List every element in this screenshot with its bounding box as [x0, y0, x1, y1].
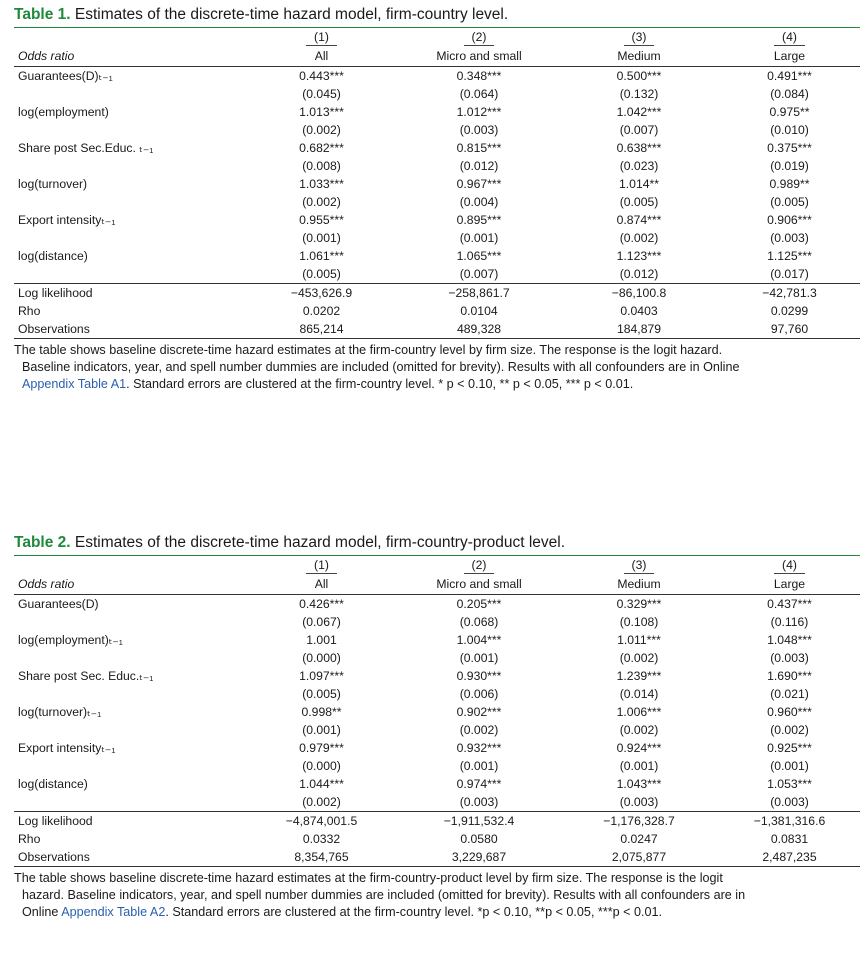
cell-value: 0.638*** — [616, 141, 662, 155]
row-label: Log likelihood — [14, 812, 244, 831]
cell-value: (0.003) — [770, 651, 809, 665]
cell-value: (0.002) — [619, 231, 659, 245]
cell-value: (0.023) — [619, 159, 659, 173]
cell-value: (0.084) — [770, 87, 809, 101]
table-row — [14, 830, 860, 848]
row-label — [14, 193, 244, 211]
cell-value: (0.001) — [459, 231, 499, 245]
cell-value: (0.007) — [619, 123, 659, 137]
row-label — [14, 229, 244, 247]
cell-value: (0.021) — [770, 687, 809, 701]
row-label — [14, 793, 244, 812]
row-label: log(distance) — [18, 777, 88, 791]
row-label — [14, 85, 244, 103]
cell-value: −86,100.8 — [559, 284, 719, 303]
table-2-appendix-link[interactable]: Appendix Table A2 — [61, 905, 166, 919]
cell-value: (0.012) — [459, 159, 499, 173]
table-row-std-error — [14, 685, 860, 703]
table-1-col-number: (2) — [399, 28, 559, 46]
table-2-caption — [14, 532, 860, 554]
cell-value: (0.064) — [459, 87, 499, 101]
row-label: Export intensityₜ₋₁ — [18, 741, 116, 755]
cell-value: 0.0831 — [770, 832, 809, 846]
cell-value: 865,214 — [244, 320, 399, 339]
cell-value: 0.205*** — [456, 597, 502, 611]
cell-value: 0.0202 — [302, 304, 341, 318]
cell-value: 0.967*** — [456, 177, 502, 191]
table-row — [14, 67, 860, 86]
table-row — [14, 103, 860, 121]
cell-value: (0.003) — [459, 795, 499, 809]
cell-value: (0.002) — [302, 123, 341, 137]
table-1-col-name: Micro and small — [399, 46, 559, 67]
table-2-col-number: (3) — [559, 556, 719, 574]
cell-value: 0.932*** — [456, 741, 502, 755]
table-row — [14, 703, 860, 721]
cell-value: 0.974*** — [456, 777, 502, 791]
table-1-col-name-row — [14, 46, 860, 67]
table-1-grid — [14, 28, 860, 339]
row-label: log(distance) — [18, 249, 88, 263]
cell-value: (0.001) — [459, 651, 499, 665]
cell-value: 1.014** — [619, 177, 659, 191]
table-row — [14, 739, 860, 757]
table-2-col-number: (2) — [399, 556, 559, 574]
table-row — [14, 848, 860, 867]
cell-value: 0.0104 — [460, 304, 498, 318]
cell-value: 0.426*** — [299, 597, 344, 611]
cell-value: (0.001) — [619, 759, 659, 773]
cell-value: (0.002) — [302, 795, 341, 809]
cell-value: 0.925*** — [767, 741, 812, 755]
cell-value: (0.002) — [770, 723, 809, 737]
row-label — [14, 757, 244, 775]
cell-value: (0.006) — [459, 687, 499, 701]
table-2-col-name: Large — [719, 574, 860, 595]
cell-value: (0.132) — [619, 87, 659, 101]
table-2 — [14, 532, 860, 921]
row-label: log(turnover)ₜ₋₁ — [18, 705, 102, 719]
cell-value: 1.013*** — [299, 105, 344, 119]
cell-value: −1,176,328.7 — [559, 812, 719, 831]
cell-value: 1.048*** — [767, 633, 812, 647]
cell-value: (0.067) — [302, 615, 341, 629]
row-label: Guarantees(D)ₜ₋₁ — [18, 69, 113, 83]
table-row — [14, 320, 860, 339]
cell-value: 1.125*** — [767, 249, 812, 263]
cell-value: (0.005) — [770, 195, 809, 209]
cell-value: 0.989** — [769, 177, 810, 191]
table-2-col-number-row — [14, 556, 860, 574]
cell-value: (0.045) — [302, 87, 341, 101]
cell-value: 1.043*** — [616, 777, 662, 791]
cell-value: −453,626.9 — [244, 284, 399, 303]
cell-value: 0.0247 — [620, 832, 658, 846]
cell-value: 0.924*** — [616, 741, 662, 755]
cell-value: (0.003) — [770, 795, 809, 809]
table-1-col-name: Large — [719, 46, 860, 67]
cell-value: (0.003) — [459, 123, 499, 137]
table-row-std-error — [14, 193, 860, 211]
table-2-note-line: The table shows baseline discrete-time hazard estimates at the firm-country-product level by firm size. The response is the logit — [14, 871, 723, 885]
table-1-col-name: All — [244, 46, 399, 67]
row-label — [14, 685, 244, 703]
table-2-col-name: All — [244, 574, 399, 595]
table-1-note-line: The table shows baseline discrete-time hazard estimates at the firm-country level by firm size. The response is the logit hazard. — [14, 343, 723, 357]
cell-value: 1.097*** — [299, 669, 344, 683]
row-label: log(employment) — [18, 105, 109, 119]
cell-value: 1.123*** — [616, 249, 662, 263]
cell-value: 0.0299 — [770, 304, 809, 318]
cell-value: −258,861.7 — [399, 284, 559, 303]
cell-value: 0.0403 — [620, 304, 658, 318]
cell-value: 97,760 — [719, 320, 860, 339]
cell-value: 3,229,687 — [399, 848, 559, 867]
table-1-col-number-row — [14, 28, 860, 46]
table-row — [14, 595, 860, 614]
table-1 — [14, 4, 860, 393]
cell-value: −42,781.3 — [719, 284, 860, 303]
table-row-std-error — [14, 265, 860, 284]
cell-value: 1.004*** — [456, 633, 502, 647]
cell-value: 0.329*** — [616, 597, 662, 611]
table-row-std-error — [14, 121, 860, 139]
cell-value: (0.005) — [302, 687, 341, 701]
cell-value: 0.902*** — [456, 705, 502, 719]
cell-value: 1.239*** — [616, 669, 662, 683]
cell-value: (0.108) — [619, 615, 659, 629]
cell-value: (0.005) — [302, 267, 341, 281]
table-1-appendix-link[interactable]: Appendix Table A1 — [22, 377, 127, 391]
cell-value: (0.014) — [619, 687, 659, 701]
cell-value: (0.003) — [619, 795, 659, 809]
cell-value: (0.001) — [302, 723, 341, 737]
table-1-note — [14, 342, 860, 393]
cell-value: 184,879 — [559, 320, 719, 339]
cell-value: (0.007) — [459, 267, 499, 281]
cell-value: 0.975** — [769, 105, 810, 119]
cell-value: (0.003) — [770, 231, 809, 245]
cell-value: 1.033*** — [299, 177, 344, 191]
cell-value: 0.895*** — [456, 213, 502, 227]
cell-value: (0.005) — [619, 195, 659, 209]
cell-value: (0.010) — [770, 123, 809, 137]
row-label — [14, 121, 244, 139]
cell-value: 1.053*** — [767, 777, 812, 791]
table-1-caption-label: Table 1. — [14, 6, 71, 23]
cell-value: (0.002) — [302, 195, 341, 209]
table-row-std-error — [14, 793, 860, 812]
cell-value: 1.001 — [306, 633, 337, 647]
cell-value: 0.998** — [301, 705, 342, 719]
table-row — [14, 631, 860, 649]
table-2-col-name-row — [14, 574, 860, 595]
row-label: Log likelihood — [14, 284, 244, 303]
cell-value: 2,487,235 — [719, 848, 860, 867]
table-2-note — [14, 870, 860, 921]
table-2-col-name: Medium — [559, 574, 719, 595]
table-row-std-error — [14, 613, 860, 631]
cell-value: (0.002) — [619, 723, 659, 737]
row-label: Share post Sec.Educ. ₜ₋₁ — [18, 141, 154, 155]
table-1-col-name: Medium — [559, 46, 719, 67]
cell-value: −4,874,001.5 — [244, 812, 399, 831]
cell-value: 0.955*** — [299, 213, 344, 227]
row-label: Share post Sec. Educ.ₜ₋₁ — [18, 669, 154, 683]
row-label: Export intensityₜ₋₁ — [18, 213, 116, 227]
row-label — [14, 613, 244, 631]
table-row — [14, 175, 860, 193]
cell-value: (0.000) — [302, 759, 341, 773]
table-row-std-error — [14, 229, 860, 247]
cell-value: 1.006*** — [616, 705, 662, 719]
cell-value: (0.000) — [302, 651, 341, 665]
cell-value: 0.491*** — [767, 69, 812, 83]
row-label: Guarantees(D) — [18, 597, 99, 611]
cell-value: 0.874*** — [616, 213, 662, 227]
table-row-std-error — [14, 757, 860, 775]
row-label — [14, 265, 244, 284]
table-row-std-error — [14, 649, 860, 667]
table-row — [14, 211, 860, 229]
cell-value: 0.0580 — [460, 832, 498, 846]
row-label: Observations — [14, 320, 244, 339]
row-label: log(turnover) — [18, 177, 88, 191]
table-1-note-line: Baseline indicators, year, and spell number dummies are included (omitted for brevity). Results with all confounders are in Online — [22, 360, 740, 374]
cell-value: 0.500*** — [616, 69, 662, 83]
table-row — [14, 247, 860, 265]
cell-value: 1.061*** — [299, 249, 344, 263]
cell-value: 0.437*** — [767, 597, 812, 611]
cell-value: 489,328 — [399, 320, 559, 339]
cell-value: 1.065*** — [456, 249, 502, 263]
table-1-col-number: (4) — [719, 28, 860, 46]
table-row — [14, 139, 860, 157]
cell-value: 2,075,877 — [559, 848, 719, 867]
table-2-body — [14, 595, 860, 867]
cell-value: 0.930*** — [456, 669, 502, 683]
cell-value: 0.960*** — [767, 705, 812, 719]
table-row — [14, 775, 860, 793]
cell-value: 1.042*** — [616, 105, 662, 119]
cell-value: 0.443*** — [299, 69, 344, 83]
table-2-header-label: Odds ratio — [14, 574, 244, 595]
cell-value: (0.001) — [302, 231, 341, 245]
cell-value: (0.019) — [770, 159, 809, 173]
cell-value: −1,381,316.6 — [719, 812, 860, 831]
table-2-col-number: (4) — [719, 556, 860, 574]
table-2-col-name: Micro and small — [399, 574, 559, 595]
cell-value: 1.012*** — [456, 105, 502, 119]
cell-value: (0.004) — [459, 195, 499, 209]
cell-value: 0.979*** — [299, 741, 344, 755]
table-row — [14, 302, 860, 320]
cell-value: (0.116) — [770, 615, 809, 629]
table-row — [14, 667, 860, 685]
cell-value: 0.906*** — [767, 213, 812, 227]
cell-value: 1.044*** — [299, 777, 344, 791]
cell-value: 0.0332 — [302, 832, 341, 846]
cell-value: (0.017) — [770, 267, 809, 281]
table-row-std-error — [14, 85, 860, 103]
table-2-caption-text: Estimates of the discrete-time hazard model, firm-country-product level. — [70, 534, 566, 551]
row-label: Rho — [18, 832, 41, 846]
table-2-note-line: Online Appendix Table A2. Standard errors are clustered at the firm-country level. *p < 0.10, **p < 0.05, ***p < 0.01. — [22, 905, 663, 919]
table-2-caption-label: Table 2. — [14, 534, 71, 551]
table-row-std-error — [14, 157, 860, 175]
cell-value: (0.002) — [619, 651, 659, 665]
cell-value: 0.375*** — [767, 141, 812, 155]
cell-value: 8,354,765 — [244, 848, 399, 867]
table-row-std-error — [14, 721, 860, 739]
cell-value: 0.815*** — [456, 141, 502, 155]
cell-value: −1,911,532.4 — [399, 812, 559, 831]
cell-value: 1.011*** — [617, 633, 661, 647]
row-label — [14, 157, 244, 175]
table-1-caption — [14, 4, 860, 26]
row-label — [14, 649, 244, 667]
cell-value: (0.012) — [619, 267, 659, 281]
table-2-note-line: hazard. Baseline indicators, year, and spell number dummies are included (omitted for brevity). Results with all confounders are in — [22, 888, 746, 902]
cell-value: (0.068) — [459, 615, 499, 629]
cell-value: (0.001) — [459, 759, 499, 773]
table-1-header-label: Odds ratio — [14, 46, 244, 67]
table-1-body — [14, 67, 860, 339]
cell-value: (0.002) — [459, 723, 499, 737]
table-1-col-number: (3) — [559, 28, 719, 46]
table-1-note-line: Appendix Table A1. Standard errors are clustered at the firm-country level. * p < 0.10, ** p < 0.05, *** p < 0.01. — [22, 377, 634, 391]
cell-value: (0.001) — [770, 759, 809, 773]
table-2-grid — [14, 556, 860, 867]
row-label: Rho — [18, 304, 41, 318]
table-1-col-number: (1) — [244, 28, 399, 46]
cell-value: 0.348*** — [456, 69, 502, 83]
table-row — [14, 284, 860, 303]
row-label: Observations — [14, 848, 244, 867]
row-label — [14, 721, 244, 739]
table-1-caption-text: Estimates of the discrete-time hazard model, firm-country level. — [70, 6, 509, 23]
cell-value: 1.690*** — [767, 669, 812, 683]
table-2-col-number: (1) — [244, 556, 399, 574]
row-label: log(employment)ₜ₋₁ — [18, 633, 123, 647]
cell-value: 0.682*** — [299, 141, 344, 155]
table-row — [14, 812, 860, 831]
cell-value: (0.008) — [302, 159, 341, 173]
